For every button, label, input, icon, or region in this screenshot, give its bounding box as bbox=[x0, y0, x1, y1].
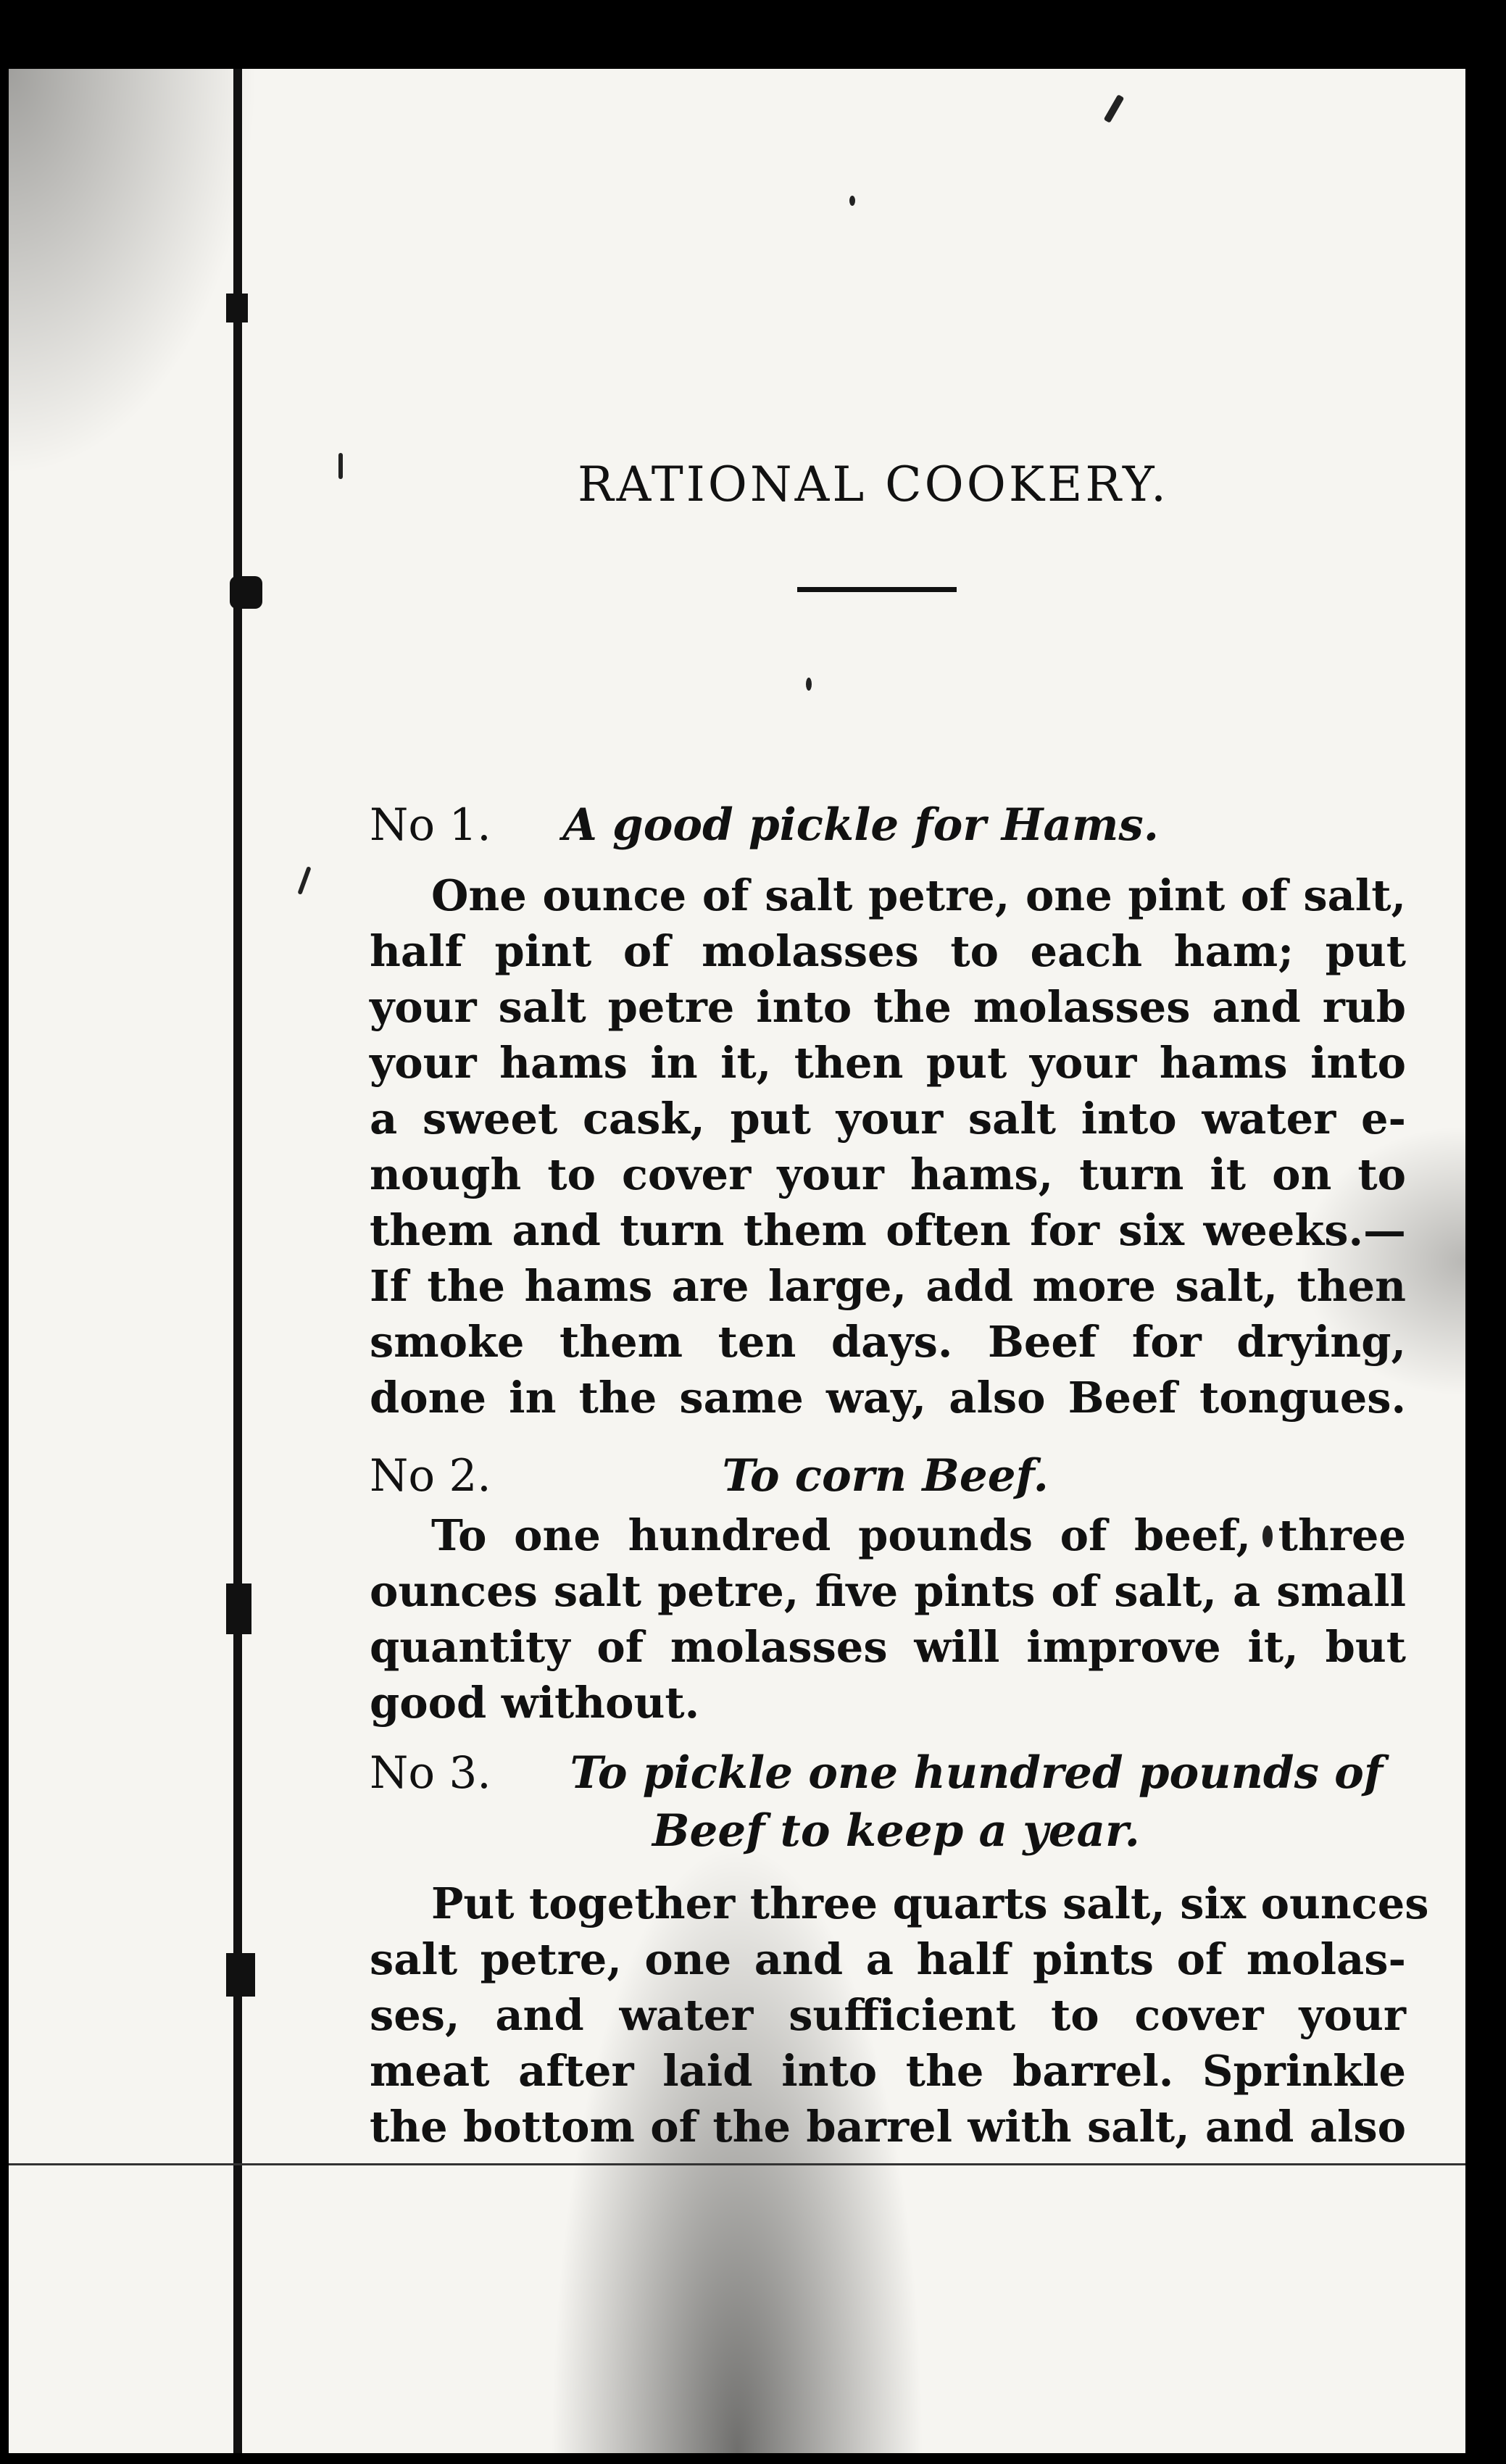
recipe-number: No 1. bbox=[370, 799, 491, 851]
page-title: RATIONAL COOKERY. bbox=[577, 457, 1170, 512]
text-line: salt petre, one and a half pints of molas- bbox=[370, 1934, 1406, 1984]
text-line: Put together three quarts salt, six ounces bbox=[431, 1878, 1429, 1928]
binding-mark bbox=[230, 576, 262, 609]
recipe-heading bbox=[370, 1745, 1406, 1801]
text-line: your salt petre into the molasses and rub bbox=[370, 982, 1406, 1032]
text-line: the bottom of the barrel with salt, and also bbox=[370, 2102, 1406, 2152]
binding-mark bbox=[226, 294, 248, 322]
text-line: To one hundred pounds of beef, three bbox=[431, 1510, 1406, 1560]
text-line: your hams in it, then put your hams into bbox=[370, 1038, 1406, 1088]
ink-speck bbox=[806, 678, 812, 691]
recipe-body bbox=[370, 867, 1406, 1425]
recipe-title: To pickle one hundred pounds of bbox=[570, 1747, 1384, 1799]
text-line: half pint of molasses to each ham; put bbox=[370, 926, 1406, 976]
recipe-body bbox=[370, 1507, 1406, 1731]
binding-edge bbox=[233, 69, 242, 2453]
binding-mark bbox=[226, 1953, 255, 1997]
recipe-title: A good pickle for Hams. bbox=[562, 799, 1160, 851]
ink-speck bbox=[297, 866, 311, 895]
text-line: them and turn them often for six weeks.— bbox=[370, 1205, 1406, 1255]
title-divider bbox=[797, 587, 957, 592]
text-line: nough to cover your hams, turn it on to bbox=[370, 1149, 1406, 1199]
text-line: ounces salt petre, five pints of salt, a small bbox=[370, 1566, 1406, 1616]
binding-mark bbox=[226, 1583, 251, 1634]
recipe-number: No 2. bbox=[370, 1450, 491, 1502]
recipe-heading bbox=[370, 1448, 1406, 1504]
recipe-title: To corn Beef. bbox=[722, 1450, 1049, 1502]
ink-speck bbox=[1104, 94, 1125, 123]
text-line: One ounce of salt petre, one pint of salt, bbox=[431, 870, 1406, 920]
recipe-number: No 3. bbox=[370, 1747, 491, 1799]
recipe-heading bbox=[370, 797, 1406, 853]
text-line: good without. bbox=[370, 1678, 700, 1728]
recipe-body bbox=[370, 1876, 1429, 2155]
page-bottom-rule bbox=[9, 2163, 1465, 2165]
text-line: quantity of molasses will improve it, but bbox=[370, 1622, 1406, 1672]
text-line: done in the same way, also Beef tongues. bbox=[370, 1373, 1406, 1423]
text-line: meat after laid into the barrel. Sprinkle bbox=[370, 2046, 1406, 2096]
text-line: a sweet cask, put your salt into water e- bbox=[370, 1094, 1406, 1144]
ink-speck bbox=[849, 196, 855, 206]
text-line: smoke them ten days. Beef for drying, bbox=[370, 1317, 1406, 1367]
recipe-title-line2: Beef to keep a year. bbox=[652, 1805, 1140, 1857]
recipe-heading-continued bbox=[652, 1803, 1305, 1859]
text-line: ses, and water sufficient to cover your bbox=[370, 1990, 1406, 2040]
text-line: If the hams are large, add more salt, then bbox=[370, 1261, 1406, 1311]
